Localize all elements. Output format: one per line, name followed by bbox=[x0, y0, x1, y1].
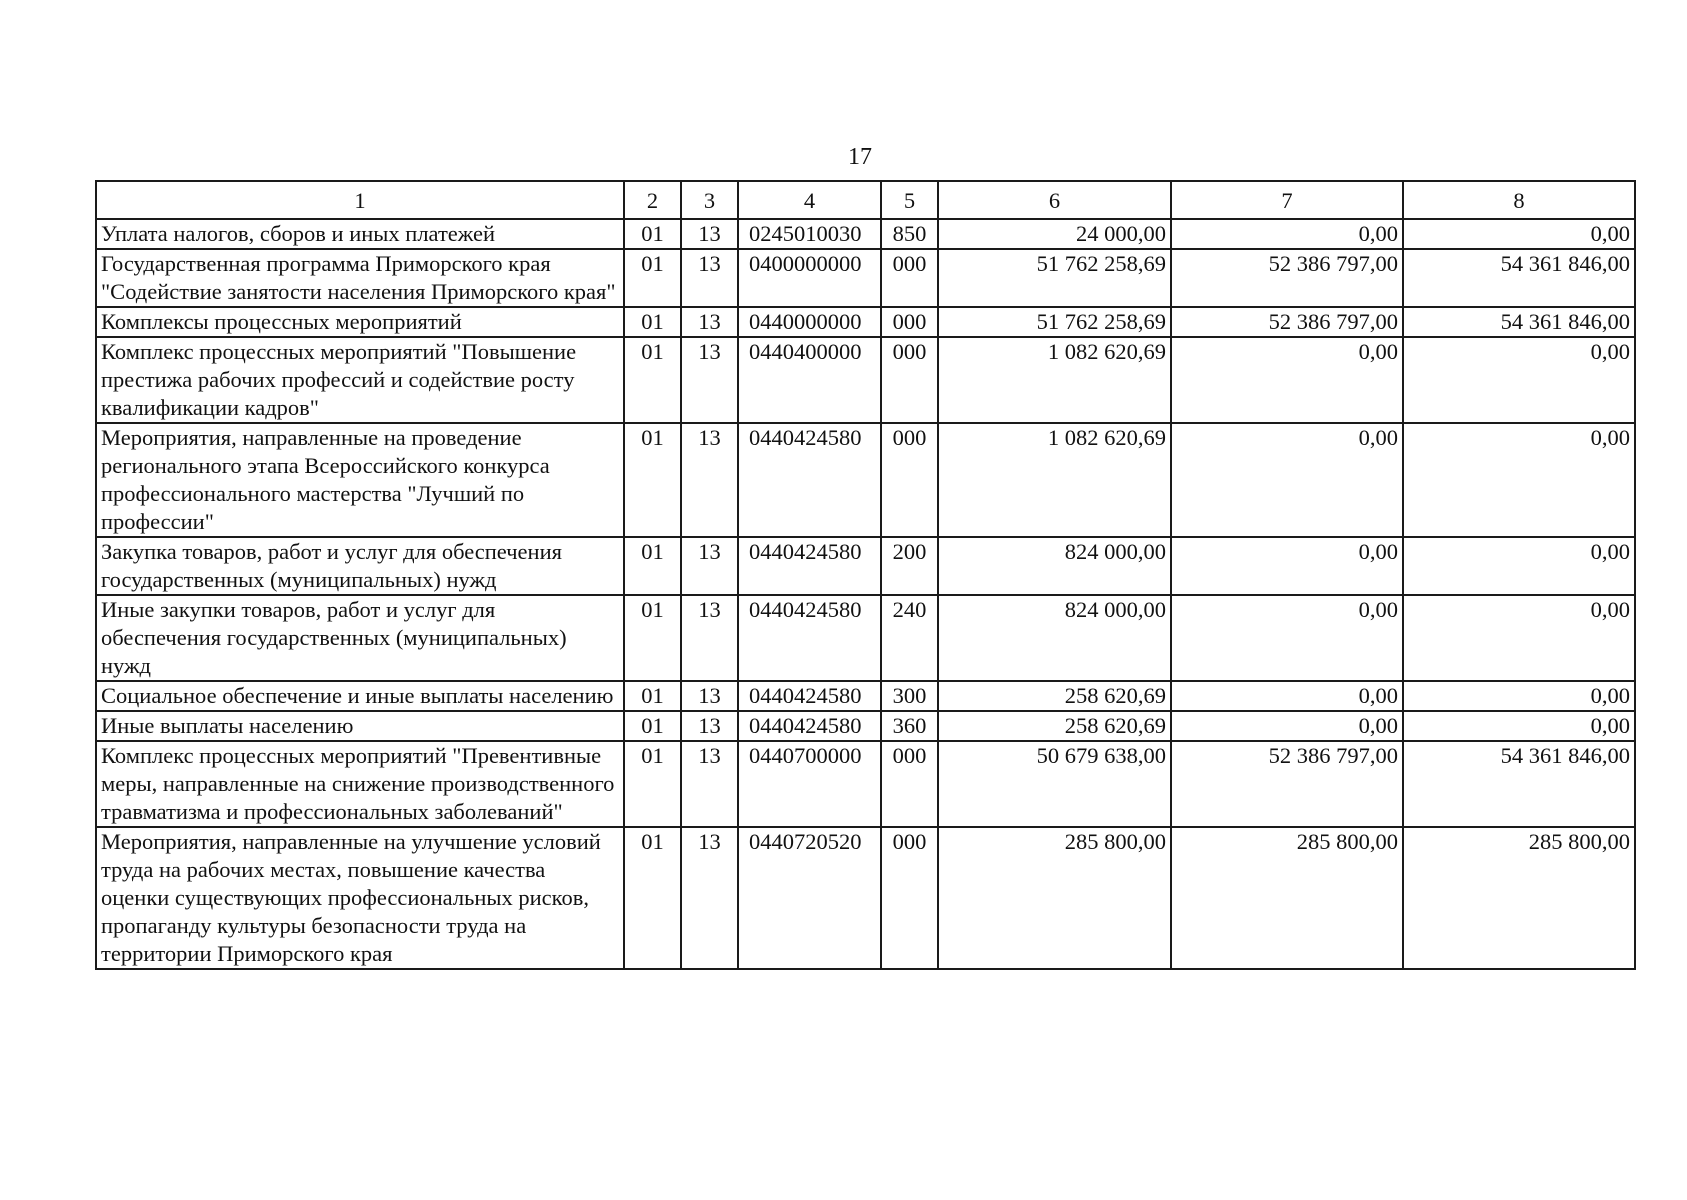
table-row bbox=[96, 537, 1635, 595]
table-row bbox=[96, 423, 1635, 537]
section-code: 01 bbox=[624, 219, 681, 249]
target-article-code: 0440424580 bbox=[738, 423, 881, 537]
row-name: Мероприятия, направленные на улучшение условий труда на рабочих местах, повышение качества оценки существующих профессиональных рисков, пропаганду культуры безопасности труда на территории Приморского края bbox=[96, 827, 624, 969]
expense-type-code: 300 bbox=[881, 681, 938, 711]
column-header: 6 bbox=[938, 181, 1171, 219]
column-header: 1 bbox=[96, 181, 624, 219]
column-header: 3 bbox=[681, 181, 738, 219]
target-article-code: 0440000000 bbox=[738, 307, 881, 337]
row-name: Уплата налогов, сборов и иных платежей bbox=[96, 219, 624, 249]
section-code: 01 bbox=[624, 337, 681, 423]
subsection-code: 13 bbox=[681, 537, 738, 595]
amount-col-7: 52 386 797,00 bbox=[1171, 307, 1403, 337]
section-code: 01 bbox=[624, 249, 681, 307]
amount-col-8: 0,00 bbox=[1403, 595, 1635, 681]
amount-col-6: 258 620,69 bbox=[938, 711, 1171, 741]
amount-col-6: 824 000,00 bbox=[938, 595, 1171, 681]
amount-col-6: 24 000,00 bbox=[938, 219, 1171, 249]
subsection-code: 13 bbox=[681, 423, 738, 537]
subsection-code: 13 bbox=[681, 741, 738, 827]
expense-type-code: 000 bbox=[881, 423, 938, 537]
column-header: 4 bbox=[738, 181, 881, 219]
row-name: Иные выплаты населению bbox=[96, 711, 624, 741]
amount-col-7: 0,00 bbox=[1171, 711, 1403, 741]
column-header: 7 bbox=[1171, 181, 1403, 219]
amount-col-7: 52 386 797,00 bbox=[1171, 249, 1403, 307]
page-number: 17 bbox=[848, 144, 872, 170]
table-row bbox=[96, 827, 1635, 969]
table-row bbox=[96, 249, 1635, 307]
target-article-code: 0440700000 bbox=[738, 741, 881, 827]
amount-col-8: 0,00 bbox=[1403, 337, 1635, 423]
target-article-code: 0440424580 bbox=[738, 711, 881, 741]
amount-col-8: 0,00 bbox=[1403, 423, 1635, 537]
header-row bbox=[96, 181, 1635, 219]
table-row bbox=[96, 681, 1635, 711]
row-name: Государственная программа Приморского края "Содействие занятости населения Приморского края" bbox=[96, 249, 624, 307]
amount-col-7: 0,00 bbox=[1171, 337, 1403, 423]
amount-col-6: 1 082 620,69 bbox=[938, 337, 1171, 423]
section-code: 01 bbox=[624, 595, 681, 681]
column-header: 8 bbox=[1403, 181, 1635, 219]
table-row bbox=[96, 711, 1635, 741]
section-code: 01 bbox=[624, 681, 681, 711]
expense-type-code: 240 bbox=[881, 595, 938, 681]
expense-type-code: 000 bbox=[881, 249, 938, 307]
row-name: Комплекс процессных мероприятий "Повышение престижа рабочих профессий и содействие росту квалификации кадров" bbox=[96, 337, 624, 423]
section-code: 01 bbox=[624, 537, 681, 595]
section-code: 01 bbox=[624, 827, 681, 969]
amount-col-6: 1 082 620,69 bbox=[938, 423, 1171, 537]
amount-col-7: 0,00 bbox=[1171, 423, 1403, 537]
amount-col-8: 54 361 846,00 bbox=[1403, 741, 1635, 827]
amount-col-8: 285 800,00 bbox=[1403, 827, 1635, 969]
amount-col-6: 824 000,00 bbox=[938, 537, 1171, 595]
table-row bbox=[96, 741, 1635, 827]
amount-col-7: 52 386 797,00 bbox=[1171, 741, 1403, 827]
subsection-code: 13 bbox=[681, 219, 738, 249]
amount-col-8: 0,00 bbox=[1403, 219, 1635, 249]
subsection-code: 13 bbox=[681, 337, 738, 423]
row-name: Комплексы процессных мероприятий bbox=[96, 307, 624, 337]
amount-col-6: 50 679 638,00 bbox=[938, 741, 1171, 827]
subsection-code: 13 bbox=[681, 307, 738, 337]
subsection-code: 13 bbox=[681, 681, 738, 711]
column-header: 5 bbox=[881, 181, 938, 219]
expense-type-code: 360 bbox=[881, 711, 938, 741]
amount-col-8: 54 361 846,00 bbox=[1403, 249, 1635, 307]
row-name: Комплекс процессных мероприятий "Превентивные меры, направленные на снижение производственного травматизма и профессиональных заболеваний" bbox=[96, 741, 624, 827]
subsection-code: 13 bbox=[681, 595, 738, 681]
row-name: Социальное обеспечение и иные выплаты населению bbox=[96, 681, 624, 711]
amount-col-7: 0,00 bbox=[1171, 537, 1403, 595]
target-article-code: 0440424580 bbox=[738, 537, 881, 595]
table-row bbox=[96, 337, 1635, 423]
section-code: 01 bbox=[624, 307, 681, 337]
expense-type-code: 850 bbox=[881, 219, 938, 249]
amount-col-6: 51 762 258,69 bbox=[938, 249, 1171, 307]
amount-col-7: 0,00 bbox=[1171, 681, 1403, 711]
amount-col-7: 0,00 bbox=[1171, 219, 1403, 249]
table-row bbox=[96, 307, 1635, 337]
target-article-code: 0440720520 bbox=[738, 827, 881, 969]
target-article-code: 0440400000 bbox=[738, 337, 881, 423]
target-article-code: 0440424580 bbox=[738, 595, 881, 681]
target-article-code: 0400000000 bbox=[738, 249, 881, 307]
budget-table bbox=[95, 180, 1636, 970]
section-code: 01 bbox=[624, 423, 681, 537]
section-code: 01 bbox=[624, 741, 681, 827]
row-name: Закупка товаров, работ и услуг для обеспечения государственных (муниципальных) нужд bbox=[96, 537, 624, 595]
amount-col-6: 285 800,00 bbox=[938, 827, 1171, 969]
expense-type-code: 000 bbox=[881, 741, 938, 827]
table-row bbox=[96, 219, 1635, 249]
row-name: Мероприятия, направленные на проведение регионального этапа Всероссийского конкурса профессионального мастерства "Лучший по профессии" bbox=[96, 423, 624, 537]
amount-col-8: 0,00 bbox=[1403, 711, 1635, 741]
target-article-code: 0245010030 bbox=[738, 219, 881, 249]
subsection-code: 13 bbox=[681, 827, 738, 969]
row-name: Иные закупки товаров, работ и услуг для обеспечения государственных (муниципальных) нужд bbox=[96, 595, 624, 681]
column-header: 2 bbox=[624, 181, 681, 219]
expense-type-code: 200 bbox=[881, 537, 938, 595]
subsection-code: 13 bbox=[681, 249, 738, 307]
amount-col-7: 0,00 bbox=[1171, 595, 1403, 681]
amount-col-8: 54 361 846,00 bbox=[1403, 307, 1635, 337]
expense-type-code: 000 bbox=[881, 337, 938, 423]
amount-col-8: 0,00 bbox=[1403, 537, 1635, 595]
amount-col-7: 285 800,00 bbox=[1171, 827, 1403, 969]
expense-type-code: 000 bbox=[881, 307, 938, 337]
amount-col-6: 258 620,69 bbox=[938, 681, 1171, 711]
amount-col-6: 51 762 258,69 bbox=[938, 307, 1171, 337]
subsection-code: 13 bbox=[681, 711, 738, 741]
section-code: 01 bbox=[624, 711, 681, 741]
table-row bbox=[96, 595, 1635, 681]
target-article-code: 0440424580 bbox=[738, 681, 881, 711]
amount-col-8: 0,00 bbox=[1403, 681, 1635, 711]
expense-type-code: 000 bbox=[881, 827, 938, 969]
